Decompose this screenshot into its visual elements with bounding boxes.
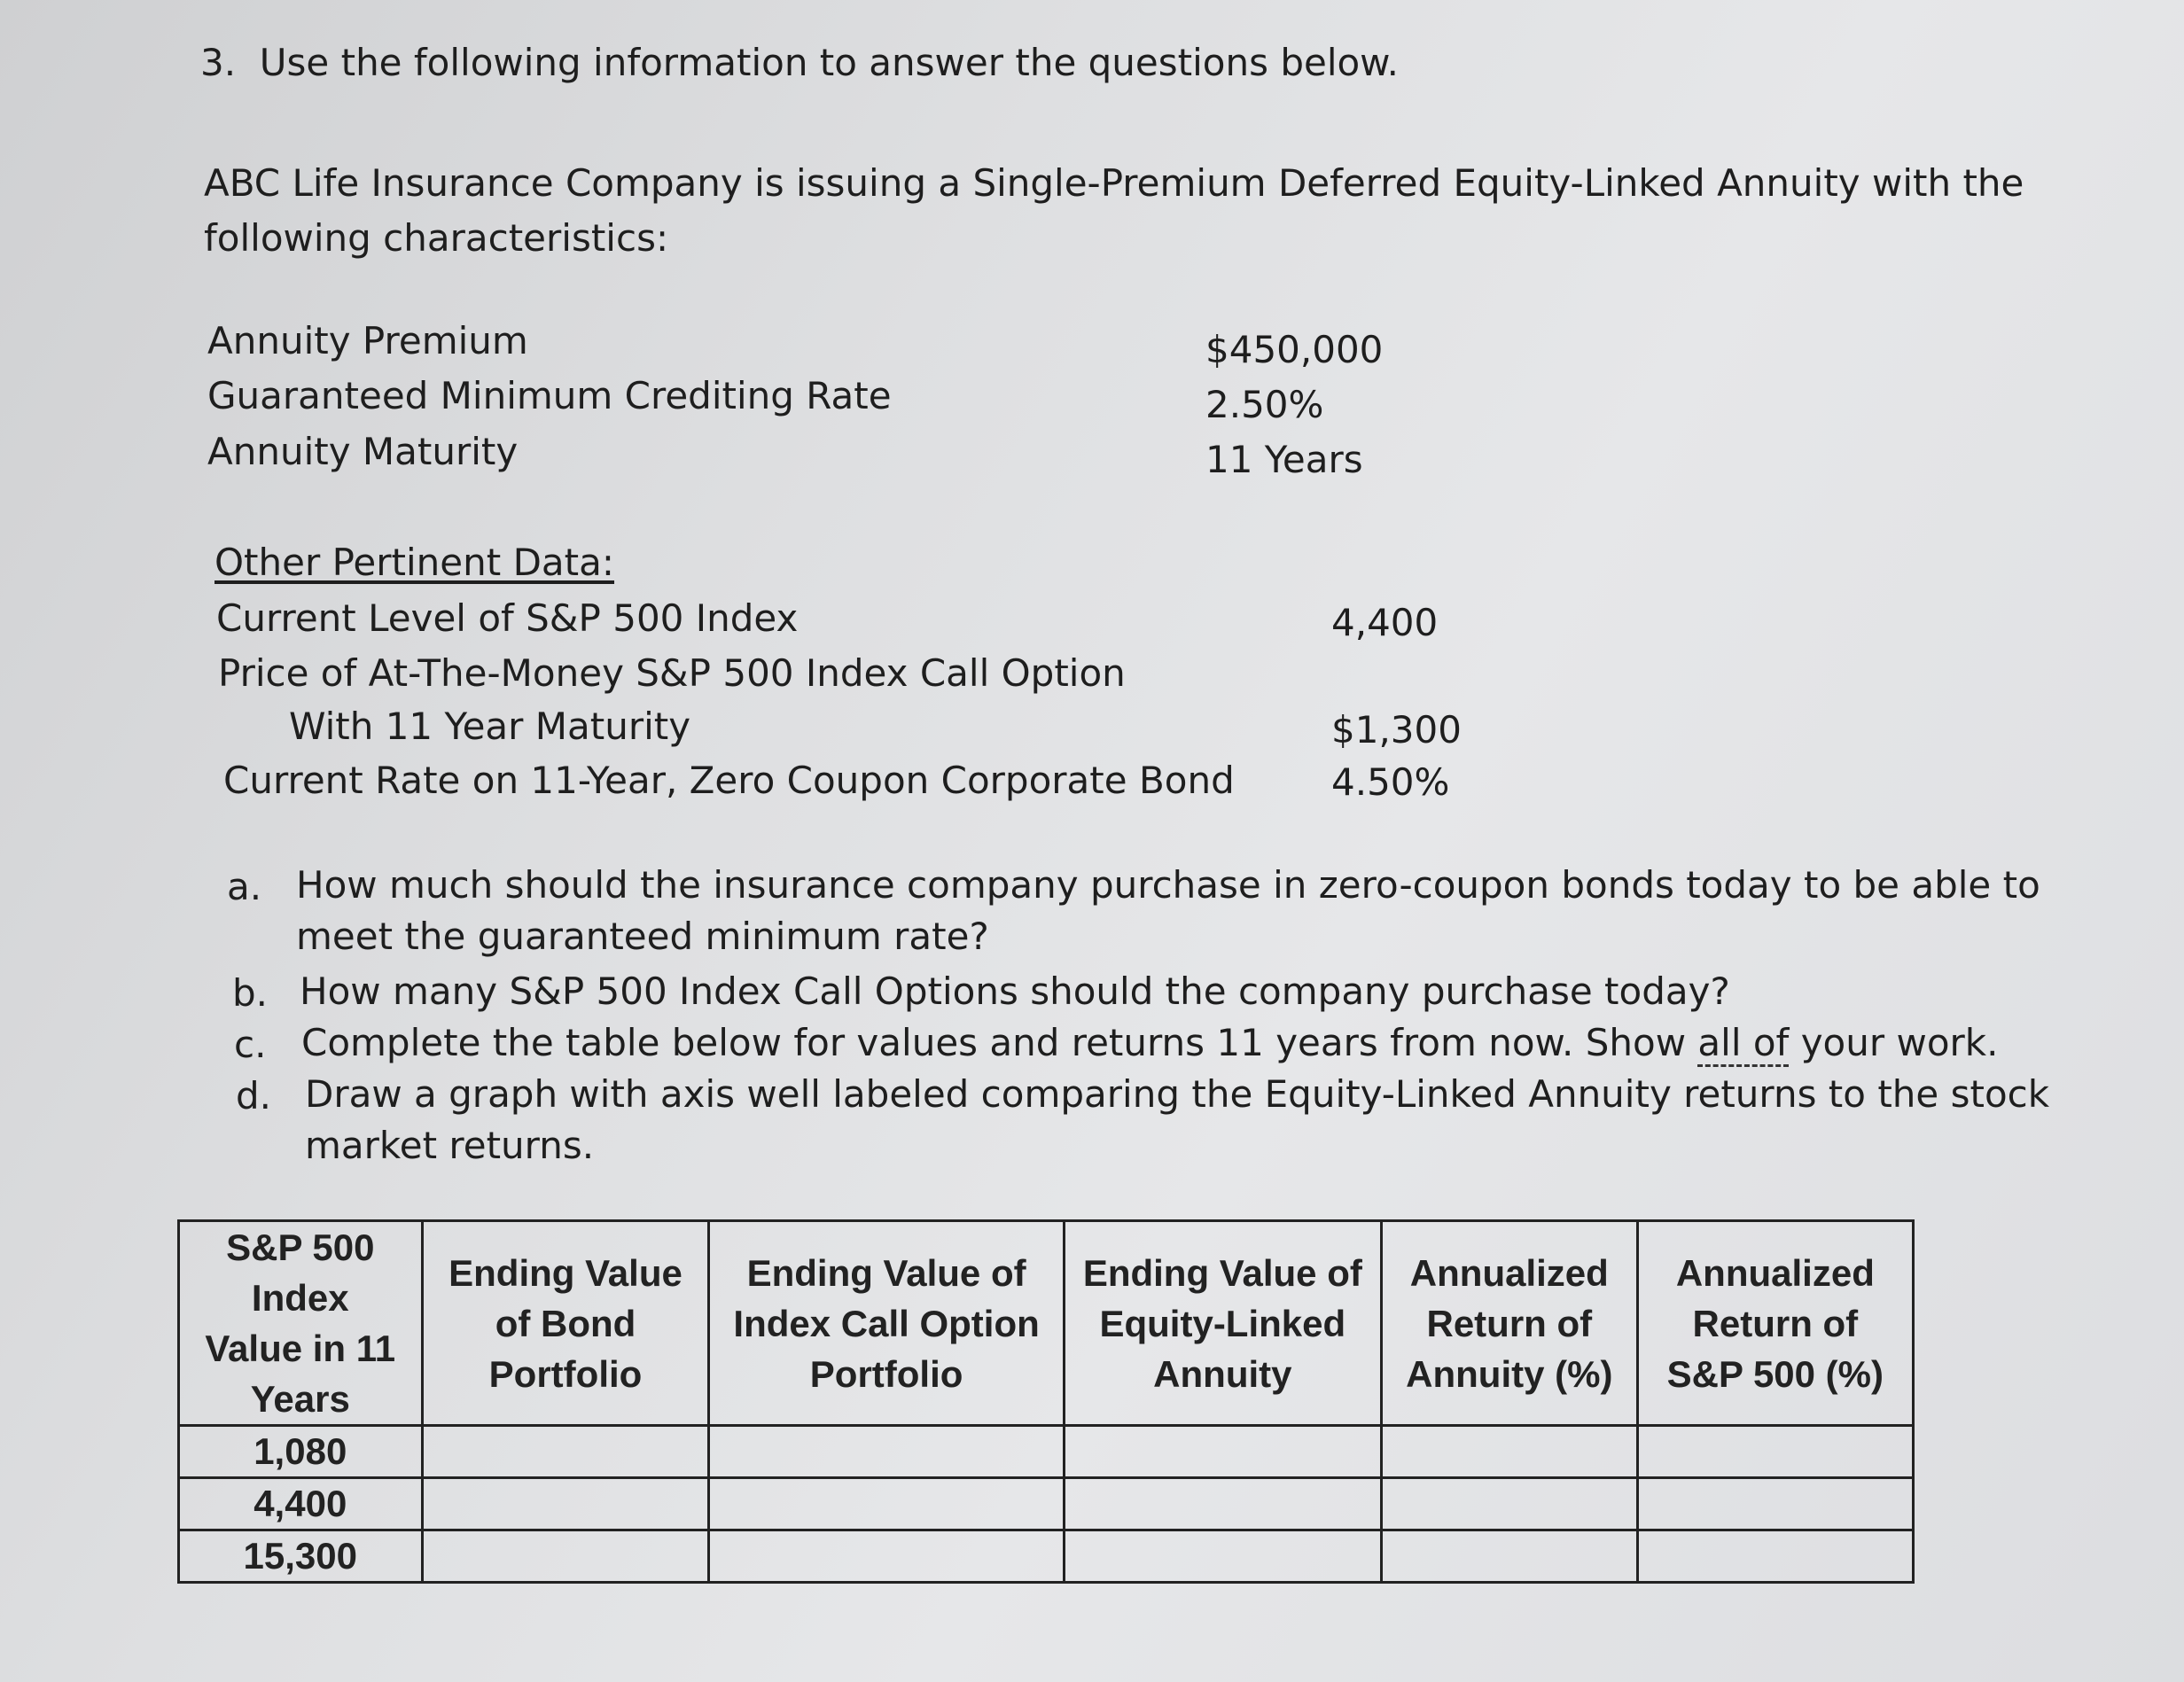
header-line: Index Call Option: [733, 1302, 1040, 1344]
header-sp500-value: [179, 1221, 423, 1426]
question-b-letter: b.: [232, 971, 269, 1015]
header-annuity-value: [1064, 1221, 1381, 1426]
table-row: [179, 1478, 1914, 1530]
intro-paragraph: ABC Life Insurance Company is issuing a Single-Premium Deferred Equity-Linked Annuity with the following characteristics:: [204, 161, 2024, 260]
table-header-row: [179, 1221, 1914, 1426]
header-sp500-return: [1637, 1221, 1913, 1426]
header-line: Annualized: [1409, 1251, 1609, 1294]
table-cell[interactable]: [1381, 1478, 1637, 1530]
header-line: Annualized: [1675, 1251, 1875, 1294]
header-line: Portfolio: [809, 1352, 963, 1395]
header-call-option-portfolio: [709, 1221, 1064, 1426]
header-line: of Bond: [495, 1302, 636, 1344]
other-data-heading: Other Pertinent Data:: [214, 541, 615, 584]
table-cell[interactable]: [1637, 1530, 1913, 1583]
question-header: [200, 41, 1399, 85]
question-number: 3.: [200, 41, 237, 84]
table-cell[interactable]: [422, 1478, 709, 1530]
question-d-text: Draw a graph with axis well labeled comparing the Equity-Linked Annuity returns to the stock market returns.: [305, 1072, 2050, 1167]
header-line: Annuity (%): [1406, 1352, 1613, 1395]
table-cell[interactable]: [422, 1426, 709, 1478]
header-line: S&P 500: [226, 1226, 375, 1268]
table-cell[interactable]: [1381, 1530, 1637, 1583]
table-cell[interactable]: [709, 1426, 1064, 1478]
question-c-text-before: Complete the table below for values and returns 11 years from now. Show: [301, 1021, 1698, 1064]
table-cell[interactable]: [1064, 1426, 1381, 1478]
table-cell[interactable]: [709, 1530, 1064, 1583]
sp500-level-value: 4,400: [1331, 601, 1439, 644]
min-crediting-rate-value: 2.50%: [1205, 383, 1324, 426]
header-line: Index: [251, 1277, 349, 1319]
min-crediting-rate-label: Guaranteed Minimum Crediting Rate: [207, 374, 892, 417]
table-cell[interactable]: [1637, 1426, 1913, 1478]
table-row: [179, 1426, 1914, 1478]
table-cell: 15,300: [179, 1530, 423, 1583]
zero-coupon-rate-label: Current Rate on 11-Year, Zero Coupon Corporate Bond: [223, 759, 1235, 802]
question-c-letter: c.: [234, 1023, 267, 1066]
returns-table: [177, 1219, 1915, 1584]
question-c-text-after: your work.: [1789, 1021, 1999, 1064]
table-cell[interactable]: [709, 1478, 1064, 1530]
annuity-maturity-value: 11 Years: [1205, 438, 1363, 481]
header-line: Ending Value of: [1082, 1251, 1362, 1294]
table-cell[interactable]: [1381, 1426, 1637, 1478]
header-line: Portfolio: [488, 1352, 643, 1395]
question-c-text: [301, 1017, 1998, 1069]
question-a-text: How much should the insurance company purchase in zero-coupon bonds today to be able to meet the guaranteed minimum rate?: [296, 863, 2040, 958]
header-line: Return of: [1426, 1302, 1593, 1344]
call-option-maturity-label: With 11 Year Maturity: [289, 705, 691, 748]
call-option-price-value: $1,300: [1331, 708, 1462, 751]
sp500-level-label: Current Level of S&P 500 Index: [216, 596, 799, 640]
question-title: Use the following information to answer the questions below.: [259, 41, 1400, 84]
header-line: S&P 500 (%): [1666, 1352, 1884, 1395]
call-option-price-label: Price of At-The-Money S&P 500 Index Call Option: [218, 651, 1126, 695]
table-cell[interactable]: [1637, 1478, 1913, 1530]
header-line: Years: [250, 1378, 350, 1420]
question-d-letter: d.: [236, 1074, 272, 1117]
table-row: [179, 1530, 1914, 1583]
header-bond-portfolio: [422, 1221, 709, 1426]
header-line: Annuity: [1153, 1352, 1292, 1395]
zero-coupon-rate-value: 4.50%: [1331, 760, 1450, 804]
table-cell[interactable]: [1064, 1530, 1381, 1583]
header-line: Ending Value: [448, 1251, 682, 1294]
annuity-premium-value: $450,000: [1205, 328, 1384, 371]
header-line: Ending Value of: [746, 1251, 1026, 1294]
header-line: Equity-Linked: [1099, 1302, 1346, 1344]
table-cell[interactable]: [1064, 1478, 1381, 1530]
annuity-premium-label: Annuity Premium: [207, 319, 528, 362]
table-cell[interactable]: [422, 1530, 709, 1583]
question-c-emphasis: all of: [1697, 1021, 1789, 1067]
question-b-text: How many S&P 500 Index Call Options should the company purchase today?: [300, 969, 1730, 1013]
table-cell: 1,080: [179, 1426, 423, 1478]
table-cell: 4,400: [179, 1478, 423, 1530]
header-line: Value in 11: [205, 1328, 396, 1369]
annuity-maturity-label: Annuity Maturity: [207, 430, 519, 473]
header-line: Return of: [1692, 1302, 1859, 1344]
header-annuity-return: [1381, 1221, 1637, 1426]
question-a-letter: a.: [227, 865, 262, 908]
